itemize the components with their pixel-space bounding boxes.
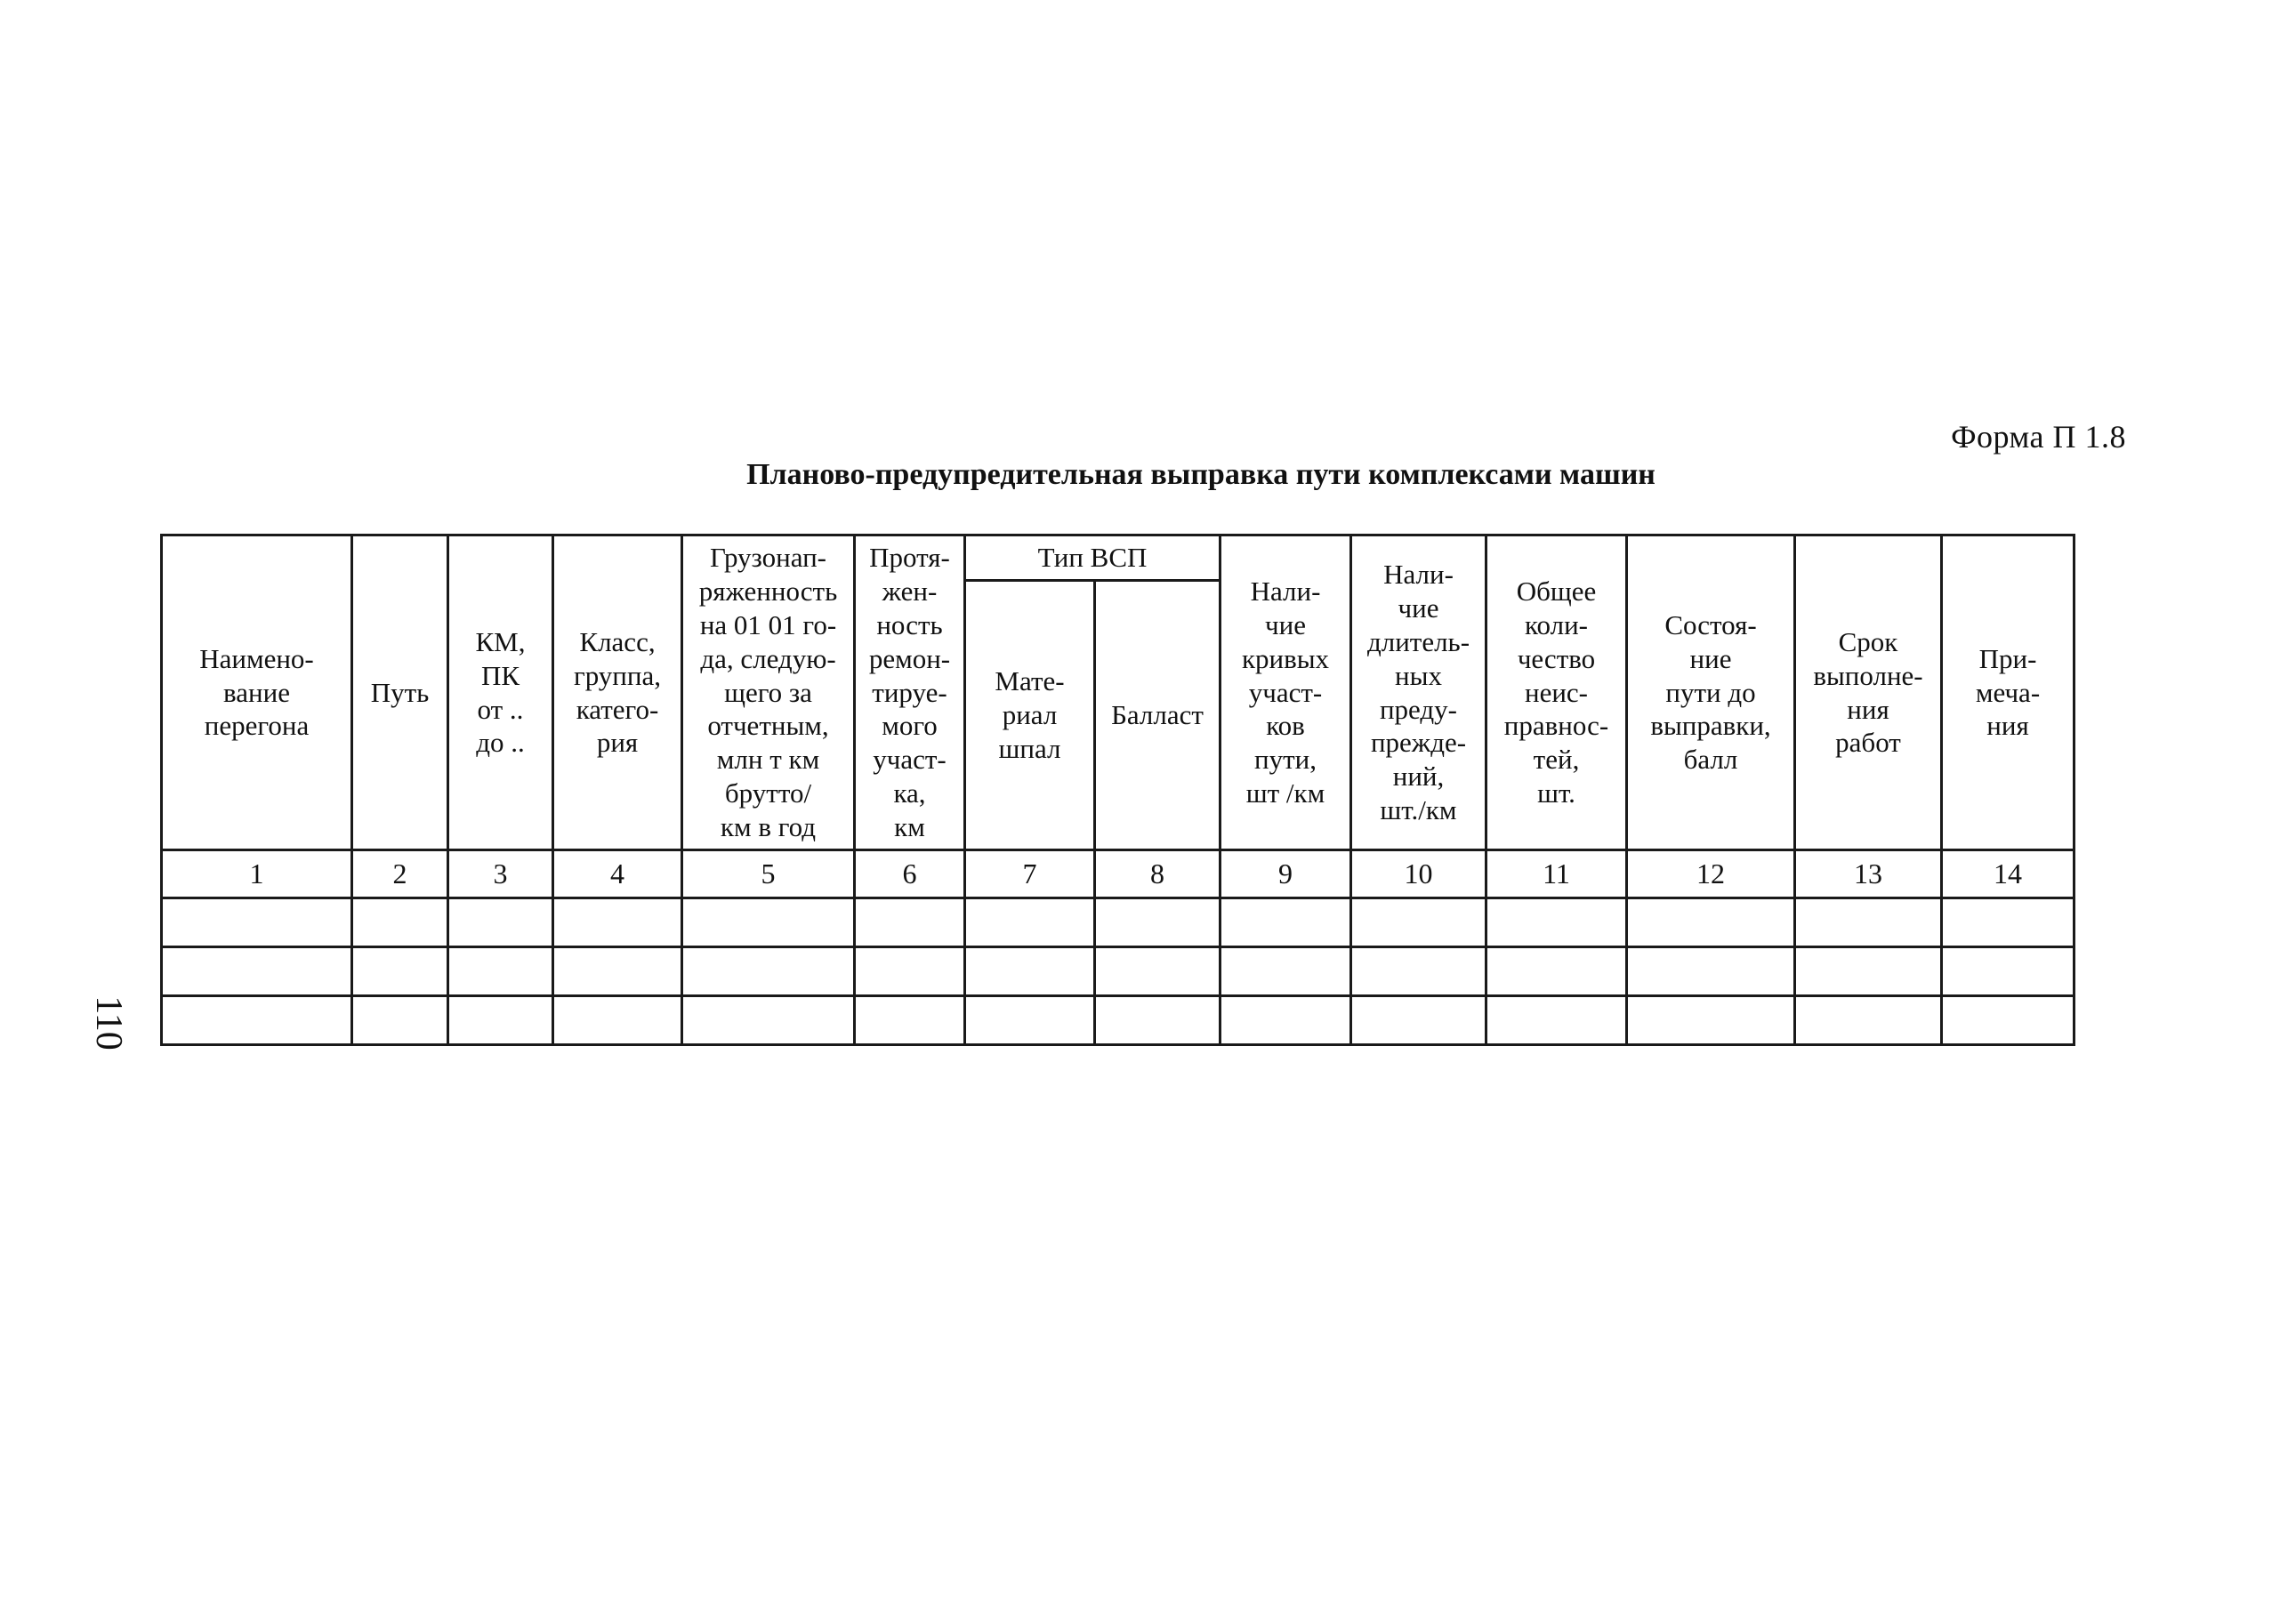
table-cell[interactable] — [1095, 947, 1221, 996]
header-sleeper-material: Мате- риал шпал — [965, 581, 1095, 850]
table-cell[interactable] — [1627, 898, 1795, 947]
header-notes: При- меча- ния — [1942, 535, 2074, 850]
table-cell[interactable] — [1942, 996, 2074, 1045]
table-cell[interactable] — [1351, 996, 1486, 1045]
column-number: 3 — [448, 850, 553, 898]
table-cell[interactable] — [1351, 947, 1486, 996]
table-cell[interactable] — [855, 898, 965, 947]
page-number: 110 — [88, 995, 129, 1051]
table-cell[interactable] — [162, 898, 352, 947]
table-cell[interactable] — [1221, 996, 1351, 1045]
column-number: 10 — [1351, 850, 1486, 898]
table-cell[interactable] — [682, 996, 855, 1045]
table-cell[interactable] — [682, 898, 855, 947]
header-km-pk: КМ, ПК от .. до .. — [448, 535, 553, 850]
table-row — [162, 898, 2074, 947]
table-cell[interactable] — [855, 947, 965, 996]
header-warnings: Нали- чие длитель- ных преду- прежде- ний, шт./км — [1351, 535, 1486, 850]
column-number: 4 — [553, 850, 682, 898]
table-cell[interactable] — [965, 996, 1095, 1045]
table-cell[interactable] — [1795, 947, 1942, 996]
header-segment-name: Наимено- вание перегона — [162, 535, 352, 850]
table-cell[interactable] — [1627, 947, 1795, 996]
table-cell[interactable] — [162, 947, 352, 996]
header-group-vsp: Тип ВСП — [965, 535, 1221, 581]
column-number: 9 — [1221, 850, 1351, 898]
table-cell[interactable] — [352, 898, 448, 947]
table-cell[interactable] — [1095, 996, 1221, 1045]
table-cell[interactable] — [1486, 947, 1627, 996]
table-cell[interactable] — [162, 996, 352, 1045]
column-number: 2 — [352, 850, 448, 898]
table-cell[interactable] — [448, 996, 553, 1045]
table-cell[interactable] — [553, 898, 682, 947]
header-deadline: Срок выполне- ния работ — [1795, 535, 1942, 850]
header-track-state: Состоя- ние пути до выправки, балл — [1627, 535, 1795, 850]
header-track: Путь — [352, 535, 448, 850]
column-number: 8 — [1095, 850, 1221, 898]
table-cell[interactable] — [1942, 947, 2074, 996]
form-id: Форма П 1.8 — [1951, 419, 2126, 455]
table-cell[interactable] — [855, 996, 965, 1045]
table-cell[interactable] — [1942, 898, 2074, 947]
document-title: Планово-предупредительная выправка пути комплексами машин — [746, 458, 1656, 491]
table-cell[interactable] — [1221, 947, 1351, 996]
table-cell[interactable] — [1095, 898, 1221, 947]
table-cell[interactable] — [965, 947, 1095, 996]
header-faults: Общее коли- чество неис- правнос- тей, шт. — [1486, 535, 1627, 850]
table-cell[interactable] — [448, 898, 553, 947]
table-cell[interactable] — [1351, 898, 1486, 947]
table-cell[interactable] — [1795, 898, 1942, 947]
column-number: 6 — [855, 850, 965, 898]
form-table — [160, 534, 2075, 1046]
column-number: 1 — [162, 850, 352, 898]
table-cell[interactable] — [1627, 996, 1795, 1045]
header-curves: Нали- чие кривых участ- ков пути, шт /км — [1221, 535, 1351, 850]
table-cell[interactable] — [352, 996, 448, 1045]
table-cell[interactable] — [1486, 996, 1627, 1045]
table-cell[interactable] — [553, 947, 682, 996]
column-number-row — [162, 850, 2074, 898]
column-number: 7 — [965, 850, 1095, 898]
table-row — [162, 947, 2074, 996]
table-cell[interactable] — [448, 947, 553, 996]
column-number: 12 — [1627, 850, 1795, 898]
table-cell[interactable] — [1795, 996, 1942, 1045]
column-number: 14 — [1942, 850, 2074, 898]
table-cell[interactable] — [352, 947, 448, 996]
column-number: 11 — [1486, 850, 1627, 898]
header-freight-density: Грузонап- ряженность на 01 01 го- да, следую- щего за отчетным, млн т км брутто/ км в год — [682, 535, 855, 850]
table-cell[interactable] — [1221, 898, 1351, 947]
column-number: 5 — [682, 850, 855, 898]
table-cell[interactable] — [1486, 898, 1627, 947]
table-cell[interactable] — [682, 947, 855, 996]
header-ballast: Балласт — [1095, 581, 1221, 850]
header-class: Класс, группа, катего- рия — [553, 535, 682, 850]
table-cell[interactable] — [965, 898, 1095, 947]
table-cell[interactable] — [553, 996, 682, 1045]
table-row — [162, 996, 2074, 1045]
column-number: 13 — [1795, 850, 1942, 898]
header-section-length: Протя- жен- ность ремон- тируе- мого участ- ка, км — [855, 535, 965, 850]
